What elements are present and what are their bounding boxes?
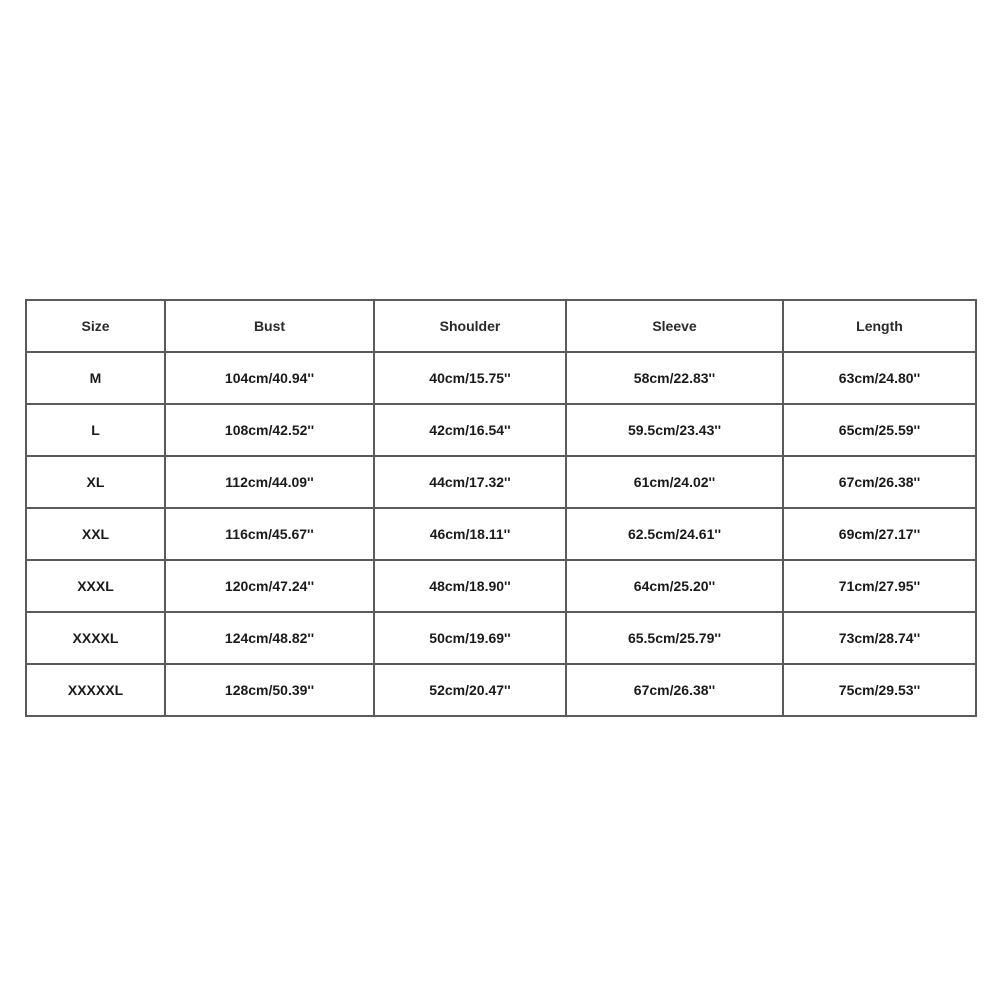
size-cell: XXXXXL <box>26 664 165 716</box>
table-row <box>26 456 976 508</box>
shoulder-cell: 52cm/20.47'' <box>374 664 566 716</box>
sleeve-cell: 64cm/25.20'' <box>566 560 783 612</box>
shoulder-cell: 42cm/16.54'' <box>374 404 566 456</box>
shoulder-cell: 46cm/18.11'' <box>374 508 566 560</box>
table-row <box>26 560 976 612</box>
table-row <box>26 404 976 456</box>
shoulder-cell: 40cm/15.75'' <box>374 352 566 404</box>
size-chart-table <box>25 299 977 717</box>
table-row <box>26 664 976 716</box>
sleeve-cell: 67cm/26.38'' <box>566 664 783 716</box>
shoulder-cell: 48cm/18.90'' <box>374 560 566 612</box>
bust-cell: 104cm/40.94'' <box>165 352 374 404</box>
header-bust: Bust <box>165 300 374 352</box>
header-row <box>26 300 976 352</box>
length-cell: 69cm/27.17'' <box>783 508 976 560</box>
sleeve-cell: 58cm/22.83'' <box>566 352 783 404</box>
length-cell: 73cm/28.74'' <box>783 612 976 664</box>
sleeve-cell: 61cm/24.02'' <box>566 456 783 508</box>
size-cell: L <box>26 404 165 456</box>
length-cell: 75cm/29.53'' <box>783 664 976 716</box>
bust-cell: 112cm/44.09'' <box>165 456 374 508</box>
bust-cell: 120cm/47.24'' <box>165 560 374 612</box>
shoulder-cell: 44cm/17.32'' <box>374 456 566 508</box>
sleeve-cell: 65.5cm/25.79'' <box>566 612 783 664</box>
sleeve-cell: 59.5cm/23.43'' <box>566 404 783 456</box>
size-cell: XL <box>26 456 165 508</box>
bust-cell: 108cm/42.52'' <box>165 404 374 456</box>
bust-cell: 116cm/45.67'' <box>165 508 374 560</box>
table-row <box>26 508 976 560</box>
length-cell: 67cm/26.38'' <box>783 456 976 508</box>
length-cell: 63cm/24.80'' <box>783 352 976 404</box>
table-row <box>26 612 976 664</box>
size-cell: M <box>26 352 165 404</box>
table-row <box>26 352 976 404</box>
size-cell: XXL <box>26 508 165 560</box>
shoulder-cell: 50cm/19.69'' <box>374 612 566 664</box>
bust-cell: 128cm/50.39'' <box>165 664 374 716</box>
header-size: Size <box>26 300 165 352</box>
size-cell: XXXL <box>26 560 165 612</box>
length-cell: 65cm/25.59'' <box>783 404 976 456</box>
header-sleeve: Sleeve <box>566 300 783 352</box>
header-shoulder: Shoulder <box>374 300 566 352</box>
bust-cell: 124cm/48.82'' <box>165 612 374 664</box>
sleeve-cell: 62.5cm/24.61'' <box>566 508 783 560</box>
length-cell: 71cm/27.95'' <box>783 560 976 612</box>
size-cell: XXXXL <box>26 612 165 664</box>
header-length: Length <box>783 300 976 352</box>
